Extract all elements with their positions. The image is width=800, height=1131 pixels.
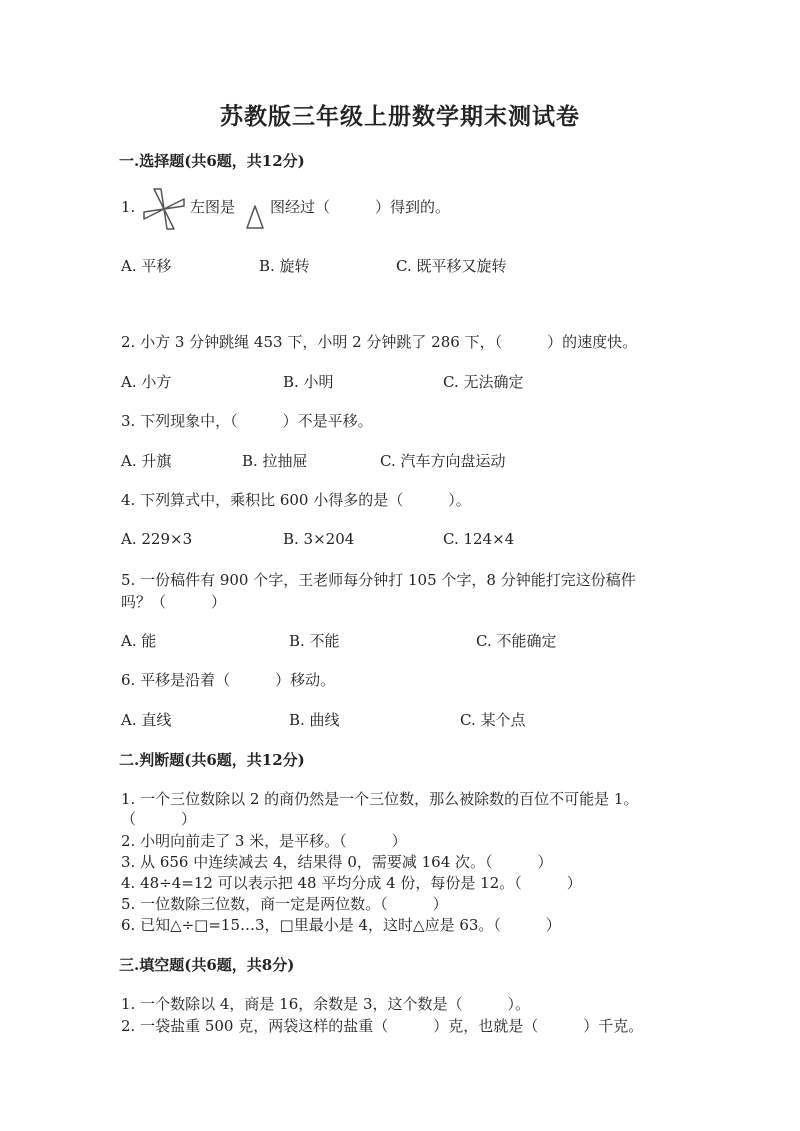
question-text: 3. 下列现象中，（ ）不是平移。 xyxy=(121,412,373,430)
question-text-line-2: 吗？（ ） xyxy=(121,593,227,611)
judge-item: 4. 48÷4=12 可以表示把 48 平均分成 4 份，每份是 12。（ ） xyxy=(121,874,582,892)
judge-item: 2. 小明向前走了 3 米，是平移。（ ） xyxy=(121,832,407,850)
option-a: A. 小方 xyxy=(121,373,172,391)
option-c: C. 某个点 xyxy=(460,711,526,729)
option-c: C. 既平移又旋转 xyxy=(396,257,507,275)
fill-item: 1. 一个数除以 4，商是 16，余数是 3，这个数是（ ）。 xyxy=(121,995,531,1013)
page-title: 苏教版三年级上册数学期末测试卷 xyxy=(220,103,580,130)
option-b: B. 拉抽屉 xyxy=(242,452,308,470)
judge-item: 6. 已知△÷□=15…3，□里最小是 4，这时△应是 63。（ ） xyxy=(121,916,561,934)
option-b: B. 旋转 xyxy=(259,257,310,275)
triangle-figure xyxy=(245,204,265,230)
option-a: A. 能 xyxy=(121,632,157,650)
question-text: 图经过（ ）得到的。 xyxy=(270,198,451,216)
question-text: 6. 平移是沿着（ ）移动。 xyxy=(121,671,336,689)
option-a: A. 229×3 xyxy=(121,530,193,548)
judge-item: 5. 一位数除三位数，商一定是两位数。（ ） xyxy=(121,895,448,913)
option-b: B. 小明 xyxy=(283,373,334,391)
option-b: B. 曲线 xyxy=(289,711,340,729)
option-c: C. 无法确定 xyxy=(443,373,524,391)
section-header-choice: 一.选择题(共6题，共12分) xyxy=(119,152,305,170)
option-a: A. 平移 xyxy=(121,257,172,275)
option-a: A. 直线 xyxy=(121,711,172,729)
section-header-fill: 三.填空题(共6题，共8分) xyxy=(119,956,295,974)
pinwheel-figure xyxy=(141,186,187,232)
question-text: 2. 小方 3 分钟跳绳 453 下，小明 2 分钟跳了 286 下，（ ）的速度快。 xyxy=(121,333,638,351)
option-c: C. 124×4 xyxy=(443,530,515,548)
judge-item: 3. 从 656 中连续减去 4，结果得 0，需要减 164 次。（ ） xyxy=(121,853,553,871)
fill-item: 2. 一袋盐重 500 克，两袋这样的盐重（ ）克，也就是（ ）千克。 xyxy=(121,1017,644,1035)
option-b: B. 3×204 xyxy=(283,530,355,548)
option-a: A. 升旗 xyxy=(121,452,172,470)
section-header-judge: 二.判断题(共6题，共12分) xyxy=(119,751,305,769)
question-number: 1. xyxy=(121,198,136,216)
option-c: C. 汽车方向盘运动 xyxy=(380,452,506,470)
question-text: 4. 下列算式中，乘积比 600 小得多的是（ ）。 xyxy=(121,491,471,509)
option-c: C. 不能确定 xyxy=(476,632,557,650)
judge-item: 1. 一个三位数除以 2 的商仍然是一个三位数，那么被除数的百位不可能是 1。 xyxy=(121,790,639,808)
judge-item: （ ） xyxy=(121,810,197,828)
question-text: 左图是 xyxy=(190,198,236,216)
option-b: B. 不能 xyxy=(289,632,340,650)
question-text-line-1: 5. 一份稿件有 900 个字，王老师每分钟打 105 个字，8 分钟能打完这份稿件 xyxy=(121,571,636,589)
